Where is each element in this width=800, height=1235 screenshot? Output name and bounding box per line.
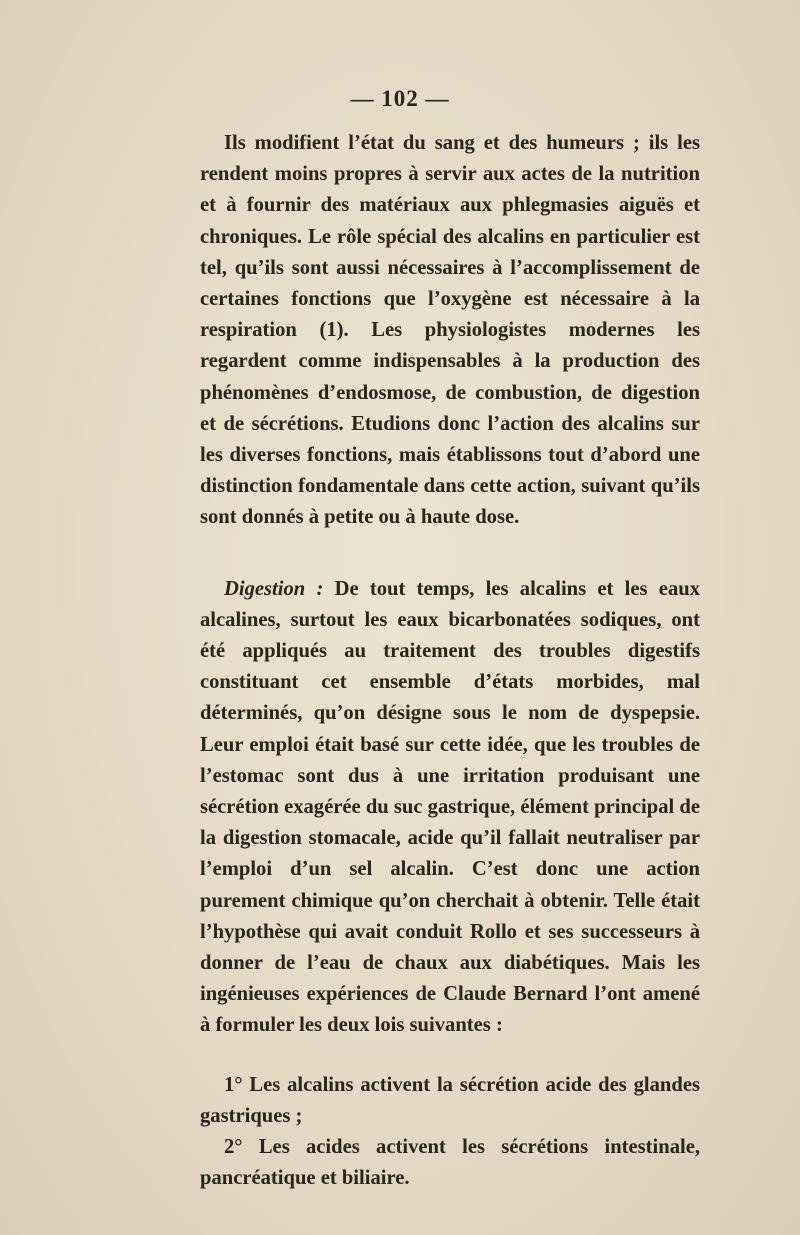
body-text: [200, 128, 700, 1195]
paragraph-gap: [200, 1042, 700, 1070]
paragraph-digestion: [200, 574, 700, 1042]
section-lead-digestion: Digestion :: [224, 577, 324, 600]
law-two: 2° Les acides activent les sécrétions intestinale, pancréatique et biliaire.: [200, 1136, 700, 1190]
page-number: — 102 —: [350, 86, 450, 111]
paragraph-digestion-text: De tout temps, les alcalins et les eaux alcalines, surtout les eaux bicarbonatées sodiques, ont été appliqués au traitement des troubles digestifs constituant cet ensemble d’états morbides, mal déterminés, qu’on désigne sous le nom de dyspepsie. Leur emploi était basé sur cette idée, que les troubles de l’estomac sont dus à une irritation produisant une sécrétion exagérée du suc gastrique, élément principal de la digestion stomacale, acide qu’il fallait neutraliser par l’emploi d’un sel alcalin. C’est donc une action purement chimique qu’on cherchait à obtenir. Telle était l’hypothèse qui avait conduit Rollo et ses successeurs à donner de l’eau de chaux aux diabétiques. Mais les ingénieuses expériences de Claude Bernard l’ont amené à formuler les deux lois suivantes :: [200, 577, 700, 1037]
paragraph-alkalis-effects: Ils modifient l’état du sang et des humeurs ; ils les rendent moins propres à servir aux actes de la nutrition et à fournir des matériaux aux phlegmasies aiguës et chroniques. Le rôle spécial des alcalins en particulier est tel, qu’ils sont aussi nécessaires à l’accomplissement de certaines fonctions que l’oxygène est nécessaire à la respiration (1). Les physiologistes modernes les regardent comme indispensables à la production des phénomènes d’endosmose, de combustion, de digestion et de sécrétions. Etudions donc l’action des alcalins sur les diverses fonctions, mais établissons tout d’abord une distinction fondamentale dans cette action, suivant qu’ils sont donnés à petite ou à haute dose.: [200, 132, 700, 529]
paragraph-gap: [200, 534, 700, 574]
law-one: 1° Les alcalins activent la sécrétion acide des glandes gastriques ;: [200, 1073, 700, 1127]
